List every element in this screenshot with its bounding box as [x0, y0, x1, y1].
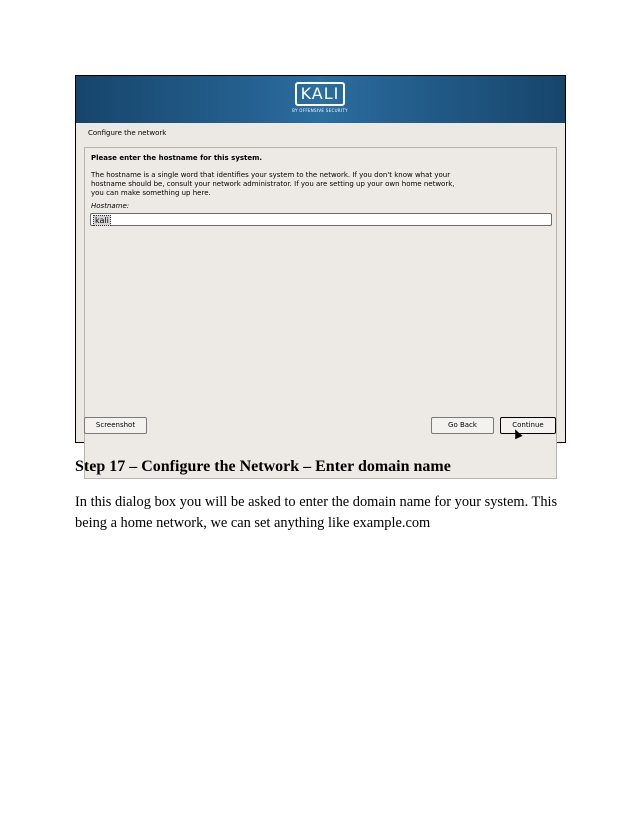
continue-button[interactable]: Continue: [500, 417, 556, 434]
hostname-input[interactable]: [90, 213, 552, 226]
go-back-button[interactable]: Go Back: [431, 417, 494, 434]
hostname-prompt: Please enter the hostname for this system.: [91, 154, 263, 162]
hostname-value[interactable]: kali: [95, 216, 109, 225]
step-paragraph: In this dialog box you will be asked to enter the domain name for your system. This being a home network, we can set anything like example.com: [75, 494, 558, 531]
hostname-label: Hostname:: [91, 202, 130, 210]
kali-logo-text: KALI: [295, 82, 345, 106]
kali-logo-subtext: BY OFFENSIVE SECURITY: [292, 108, 348, 113]
screenshot-button[interactable]: Screenshot: [84, 417, 147, 434]
kali-banner: [76, 76, 565, 123]
installer-screenshot: [75, 75, 566, 443]
hostname-description: The hostname is a single word that identifies your system to the network. If you don't know what your hostname should be, consult your network administrator. If you are setting up your own home network, you can make something up here.: [91, 171, 455, 197]
step-heading: Step 17 – Configure the Network – Enter domain name: [75, 458, 451, 475]
section-title: Configure the network: [88, 129, 167, 137]
kali-logo: [286, 82, 354, 118]
